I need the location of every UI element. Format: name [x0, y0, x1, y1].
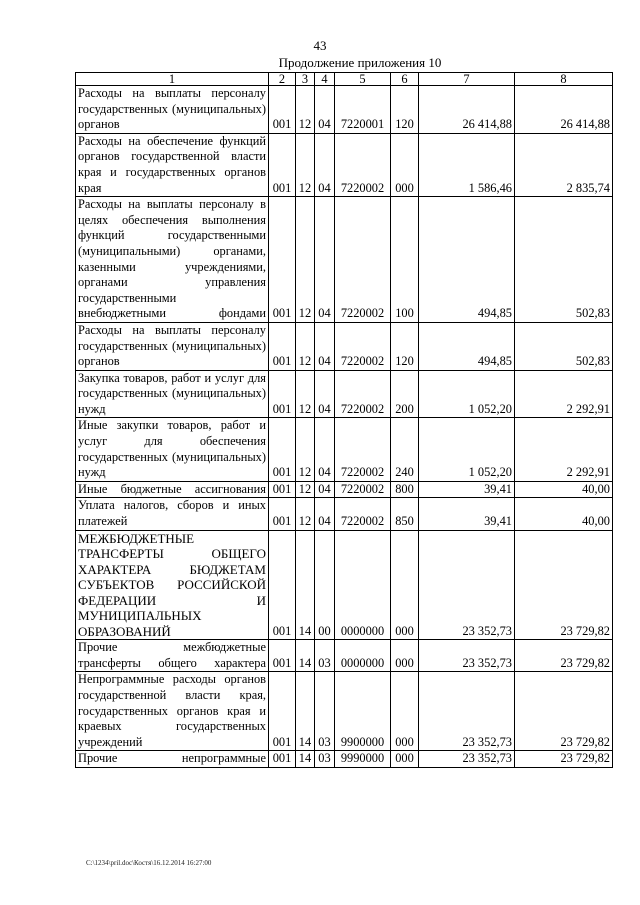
column-header: 4: [315, 73, 335, 86]
cell-amount-1: 23 352,73: [419, 672, 515, 751]
cell-chapter: 001: [269, 86, 296, 134]
cell-amount-1: 1 052,20: [419, 418, 515, 481]
table-row: [76, 498, 613, 530]
cell-expense-type: 800: [391, 481, 419, 498]
cell-amount-1: 23 352,73: [419, 530, 515, 640]
cell-section: 14: [296, 751, 315, 768]
cell-subsection: 04: [315, 418, 335, 481]
cell-section: 12: [296, 418, 315, 481]
cell-expense-type: 000: [391, 133, 419, 196]
row-name: Прочие межбюджетные трансферты общего характера: [76, 640, 269, 672]
cell-chapter: 001: [269, 197, 296, 323]
table-row: [76, 133, 613, 196]
row-name: Расходы на обеспечение функций органов государственной власти края и государственных органов края: [76, 133, 269, 196]
cell-target-item: 9990000: [335, 751, 391, 768]
cell-section: 12: [296, 133, 315, 196]
table-row: [76, 672, 613, 751]
table-row: [76, 481, 613, 498]
table-header-row: [76, 73, 613, 86]
cell-expense-type: 000: [391, 672, 419, 751]
cell-section: 12: [296, 370, 315, 418]
row-name: Расходы на выплаты персоналу государственных (муниципальных) органов: [76, 86, 269, 134]
cell-subsection: 04: [315, 481, 335, 498]
row-name: Расходы на выплаты персоналу в целях обеспечения выполнения функций государственными (муниципальными) органами, казенными учреждениями, органами управления государственными внебюджетными фондами: [76, 197, 269, 323]
row-name: Прочие непрограммные: [76, 751, 269, 768]
cell-amount-2: 2 835,74: [515, 133, 613, 196]
cell-expense-type: 850: [391, 498, 419, 530]
cell-expense-type: 120: [391, 86, 419, 134]
cell-section: 12: [296, 481, 315, 498]
table-row: [76, 640, 613, 672]
page-number: 43: [313, 38, 327, 53]
cell-amount-2: 26 414,88: [515, 86, 613, 134]
cell-amount-1: 39,41: [419, 498, 515, 530]
cell-amount-2: 23 729,82: [515, 672, 613, 751]
appendix-subtitle: Продолжение приложения 10: [278, 55, 442, 70]
cell-amount-1: 23 352,73: [419, 751, 515, 768]
cell-amount-1: 1 052,20: [419, 370, 515, 418]
cell-chapter: 001: [269, 370, 296, 418]
column-header: 3: [296, 73, 315, 86]
cell-subsection: 04: [315, 498, 335, 530]
cell-amount-1: 1 586,46: [419, 133, 515, 196]
cell-section: 12: [296, 197, 315, 323]
row-name: Иные бюджетные ассигнования: [76, 481, 269, 498]
cell-chapter: 001: [269, 751, 296, 768]
table-row: [76, 530, 613, 640]
cell-chapter: 001: [269, 133, 296, 196]
row-name: МЕЖБЮДЖЕТНЫЕ ТРАНСФЕРТЫ ОБЩЕГО ХАРАКТЕРА БЮДЖЕТАМ СУБЪЕКТОВ РОССИЙСКОЙ ФЕДЕРАЦИИ И МУНИЦИПАЛЬНЫХ ОБРАЗОВАНИЙ: [76, 530, 269, 640]
cell-expense-type: 100: [391, 197, 419, 323]
cell-chapter: 001: [269, 530, 296, 640]
column-header: 8: [515, 73, 613, 86]
cell-section: 14: [296, 530, 315, 640]
cell-target-item: 9900000: [335, 672, 391, 751]
cell-amount-2: 40,00: [515, 481, 613, 498]
cell-expense-type: 000: [391, 530, 419, 640]
table-row: [76, 86, 613, 134]
table-row: [76, 197, 613, 323]
cell-subsection: 03: [315, 672, 335, 751]
cell-subsection: 04: [315, 197, 335, 323]
cell-subsection: 04: [315, 133, 335, 196]
cell-target-item: 7220002: [335, 133, 391, 196]
cell-section: 12: [296, 86, 315, 134]
row-name: Закупка товаров, работ и услуг для государственных (муниципальных) нужд: [76, 370, 269, 418]
cell-amount-1: 26 414,88: [419, 86, 515, 134]
cell-section: 14: [296, 672, 315, 751]
cell-section: 12: [296, 322, 315, 370]
cell-expense-type: 200: [391, 370, 419, 418]
column-header: 2: [269, 73, 296, 86]
cell-amount-1: 39,41: [419, 481, 515, 498]
cell-amount-2: 2 292,91: [515, 418, 613, 481]
cell-amount-2: 23 729,82: [515, 640, 613, 672]
table-row: [76, 418, 613, 481]
cell-target-item: 7220002: [335, 197, 391, 323]
table-row: [76, 322, 613, 370]
cell-amount-1: 23 352,73: [419, 640, 515, 672]
budget-table: [75, 72, 613, 768]
cell-chapter: 001: [269, 640, 296, 672]
row-name: Иные закупки товаров, работ и услуг для обеспечения государственных (муниципальных) нужд: [76, 418, 269, 481]
row-name: Расходы на выплаты персоналу государственных (муниципальных) органов: [76, 322, 269, 370]
cell-expense-type: 240: [391, 418, 419, 481]
cell-expense-type: 000: [391, 751, 419, 768]
row-name: Уплата налогов, сборов и иных платежей: [76, 498, 269, 530]
cell-chapter: 001: [269, 498, 296, 530]
cell-amount-2: 23 729,82: [515, 530, 613, 640]
cell-target-item: 7220002: [335, 370, 391, 418]
column-header: 7: [419, 73, 515, 86]
cell-subsection: 04: [315, 370, 335, 418]
cell-chapter: 001: [269, 322, 296, 370]
cell-amount-1: 494,85: [419, 322, 515, 370]
cell-amount-2: 40,00: [515, 498, 613, 530]
cell-target-item: 7220002: [335, 498, 391, 530]
row-name: Непрограммные расходы органов государственной власти края, государственных органов края и краевых государственных учреждений: [76, 672, 269, 751]
cell-target-item: 0000000: [335, 640, 391, 672]
cell-section: 12: [296, 498, 315, 530]
file-path-footer: C:\1234\pril.doc\Костя\16.12.2014 16:27:00: [86, 859, 212, 867]
cell-target-item: 7220002: [335, 322, 391, 370]
cell-amount-2: 502,83: [515, 197, 613, 323]
cell-chapter: 001: [269, 672, 296, 751]
cell-chapter: 001: [269, 418, 296, 481]
cell-subsection: 04: [315, 86, 335, 134]
cell-expense-type: 120: [391, 322, 419, 370]
cell-amount-2: 502,83: [515, 322, 613, 370]
cell-target-item: 7220002: [335, 481, 391, 498]
cell-subsection: 03: [315, 640, 335, 672]
cell-target-item: 7220001: [335, 86, 391, 134]
cell-subsection: 04: [315, 322, 335, 370]
cell-subsection: 03: [315, 751, 335, 768]
column-header: 6: [391, 73, 419, 86]
column-header: 5: [335, 73, 391, 86]
cell-subsection: 00: [315, 530, 335, 640]
cell-section: 14: [296, 640, 315, 672]
table-row: [76, 751, 613, 768]
cell-target-item: 7220002: [335, 418, 391, 481]
table-row: [76, 370, 613, 418]
cell-amount-2: 23 729,82: [515, 751, 613, 768]
cell-expense-type: 000: [391, 640, 419, 672]
cell-amount-1: 494,85: [419, 197, 515, 323]
cell-chapter: 001: [269, 481, 296, 498]
column-header: 1: [76, 73, 269, 86]
cell-target-item: 0000000: [335, 530, 391, 640]
cell-amount-2: 2 292,91: [515, 370, 613, 418]
